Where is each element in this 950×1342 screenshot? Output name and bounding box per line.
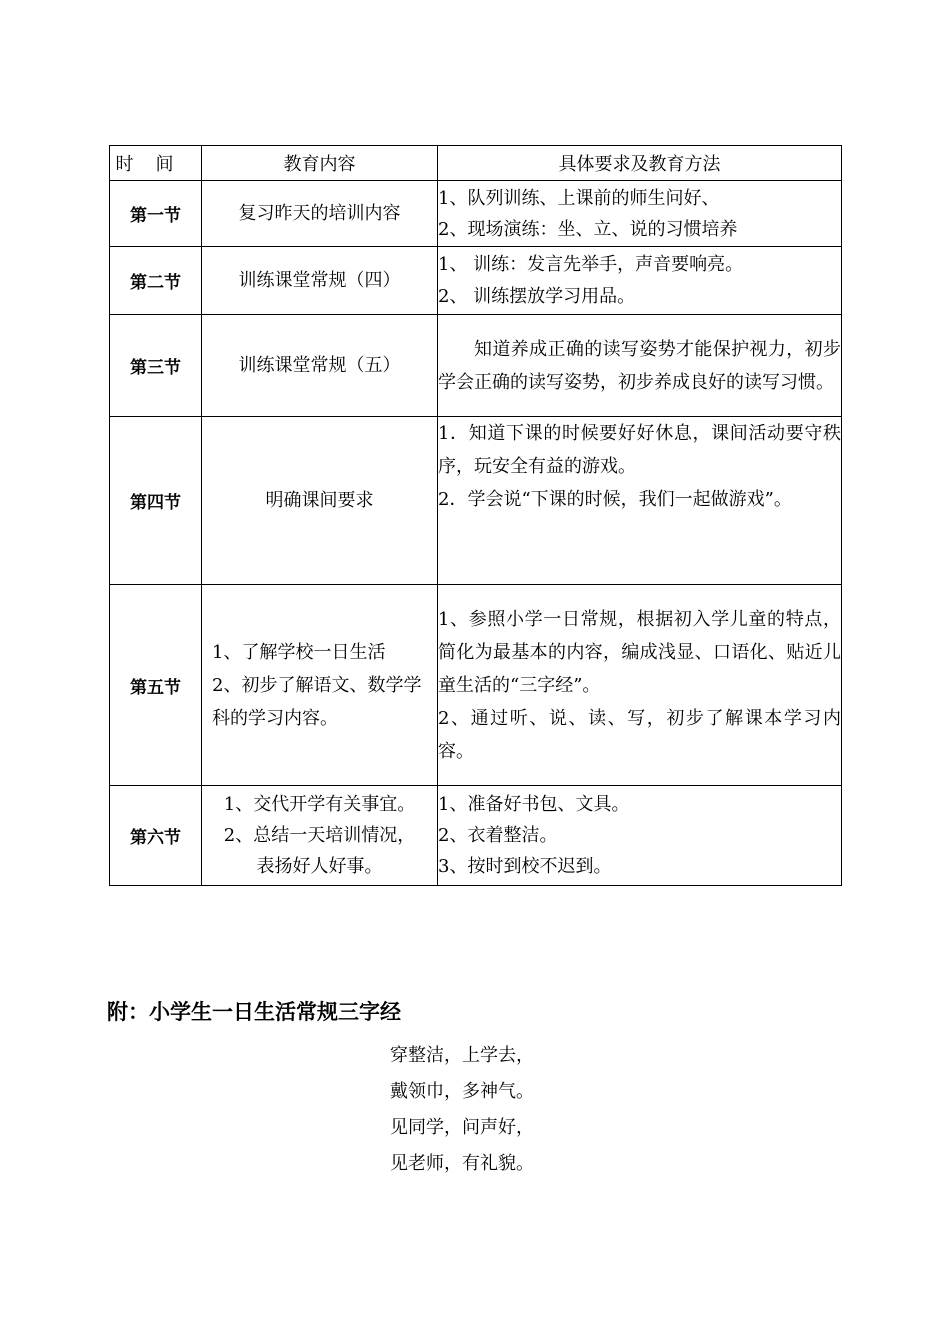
schedule-table (109, 145, 842, 886)
table-header-row (110, 146, 842, 181)
requirement-line: 1、 训练：发言先举手，声音要响亮。 (438, 253, 744, 275)
table-row (110, 181, 842, 247)
requirement-line: 1．知道下课的时候要好好休息，课间活动要守秩序，玩安全有益的游戏。 (438, 423, 841, 477)
requirement-line: 1、队列训练、上课前的师生问好、 (438, 187, 720, 209)
requirement-line (438, 789, 841, 820)
verse-line: 穿整洁，上学去， (390, 1045, 534, 1066)
row-content (202, 786, 438, 886)
requirement-line: 知道养成正确的读写姿势才能保护视力，初步学会正确的读写姿势，初步养成良好的读写习惯。 (438, 338, 841, 393)
requirement-line: 2、 训练摆放学习用品。 (438, 285, 636, 307)
content-line: 表扬好人好事。 (256, 856, 383, 877)
list-text: 衣着整洁。 (467, 825, 558, 846)
table-row (110, 247, 842, 315)
row-content: 复习昨天的培训内容 (202, 181, 438, 247)
row-requirements (438, 315, 842, 417)
row-content: 训练课堂常规（四） (202, 247, 438, 315)
list-number: 2、 (438, 825, 468, 846)
row-time: 第四节 (110, 417, 202, 585)
row-content (202, 585, 438, 786)
requirement-line: 2、现场演练：坐、立、说的习惯培养 (438, 218, 738, 240)
list-text: 按时到校不迟到。 (467, 856, 612, 877)
verse-line: 戴领巾，多神气。 (390, 1081, 534, 1102)
requirement-line: 2、通过听、说、读、写，初步了解课本学习内容。 (438, 707, 841, 762)
header-requirements: 具体要求及教育方法 (438, 146, 842, 181)
row-time: 第五节 (110, 585, 202, 786)
row-content: 明确课间要求 (202, 417, 438, 585)
requirement-line: 1、参照小学一日常规，根据初入学儿童的特点，简化为最基本的内容，编成浅显、口语化、贴近儿童生活的“三字经”。 (438, 608, 841, 696)
list-number: 3、 (438, 856, 468, 877)
verse-line: 见老师，有礼貌。 (390, 1153, 534, 1174)
requirement-line (438, 820, 841, 851)
content-line: 2、初步了解语文、数学学科的学习内容。 (212, 674, 422, 729)
row-time: 第二节 (110, 247, 202, 315)
list-number: 1、 (438, 794, 468, 815)
three-character-verse (390, 1038, 534, 1182)
row-content: 训练课堂常规（五） (202, 315, 438, 417)
table-row (110, 315, 842, 417)
content-line: 2、总结一天培训情况， (223, 825, 416, 846)
list-text: 准备好书包、文具。 (467, 794, 630, 815)
row-requirements (438, 181, 842, 247)
table-row (110, 585, 842, 786)
row-requirements (438, 786, 842, 886)
row-requirements (438, 247, 842, 315)
content-line: 1、交代开学有关事宜。 (223, 794, 416, 815)
table-row (110, 417, 842, 585)
header-content: 教育内容 (202, 146, 438, 181)
table-row (110, 786, 842, 886)
requirement-line: 2．学会说“下课的时候，我们一起做游戏”。 (438, 489, 792, 510)
requirement-line (438, 851, 841, 882)
header-time: 时间 (110, 146, 202, 181)
row-time: 第六节 (110, 786, 202, 886)
verse-line: 见同学，问声好， (390, 1117, 534, 1138)
row-requirements (438, 417, 842, 585)
content-line: 1、了解学校一日生活 (212, 641, 386, 663)
row-time: 第一节 (110, 181, 202, 247)
appendix-title: 附：小学生一日生活常规三字经 (107, 1000, 401, 1024)
row-time: 第三节 (110, 315, 202, 417)
row-requirements (438, 585, 842, 786)
